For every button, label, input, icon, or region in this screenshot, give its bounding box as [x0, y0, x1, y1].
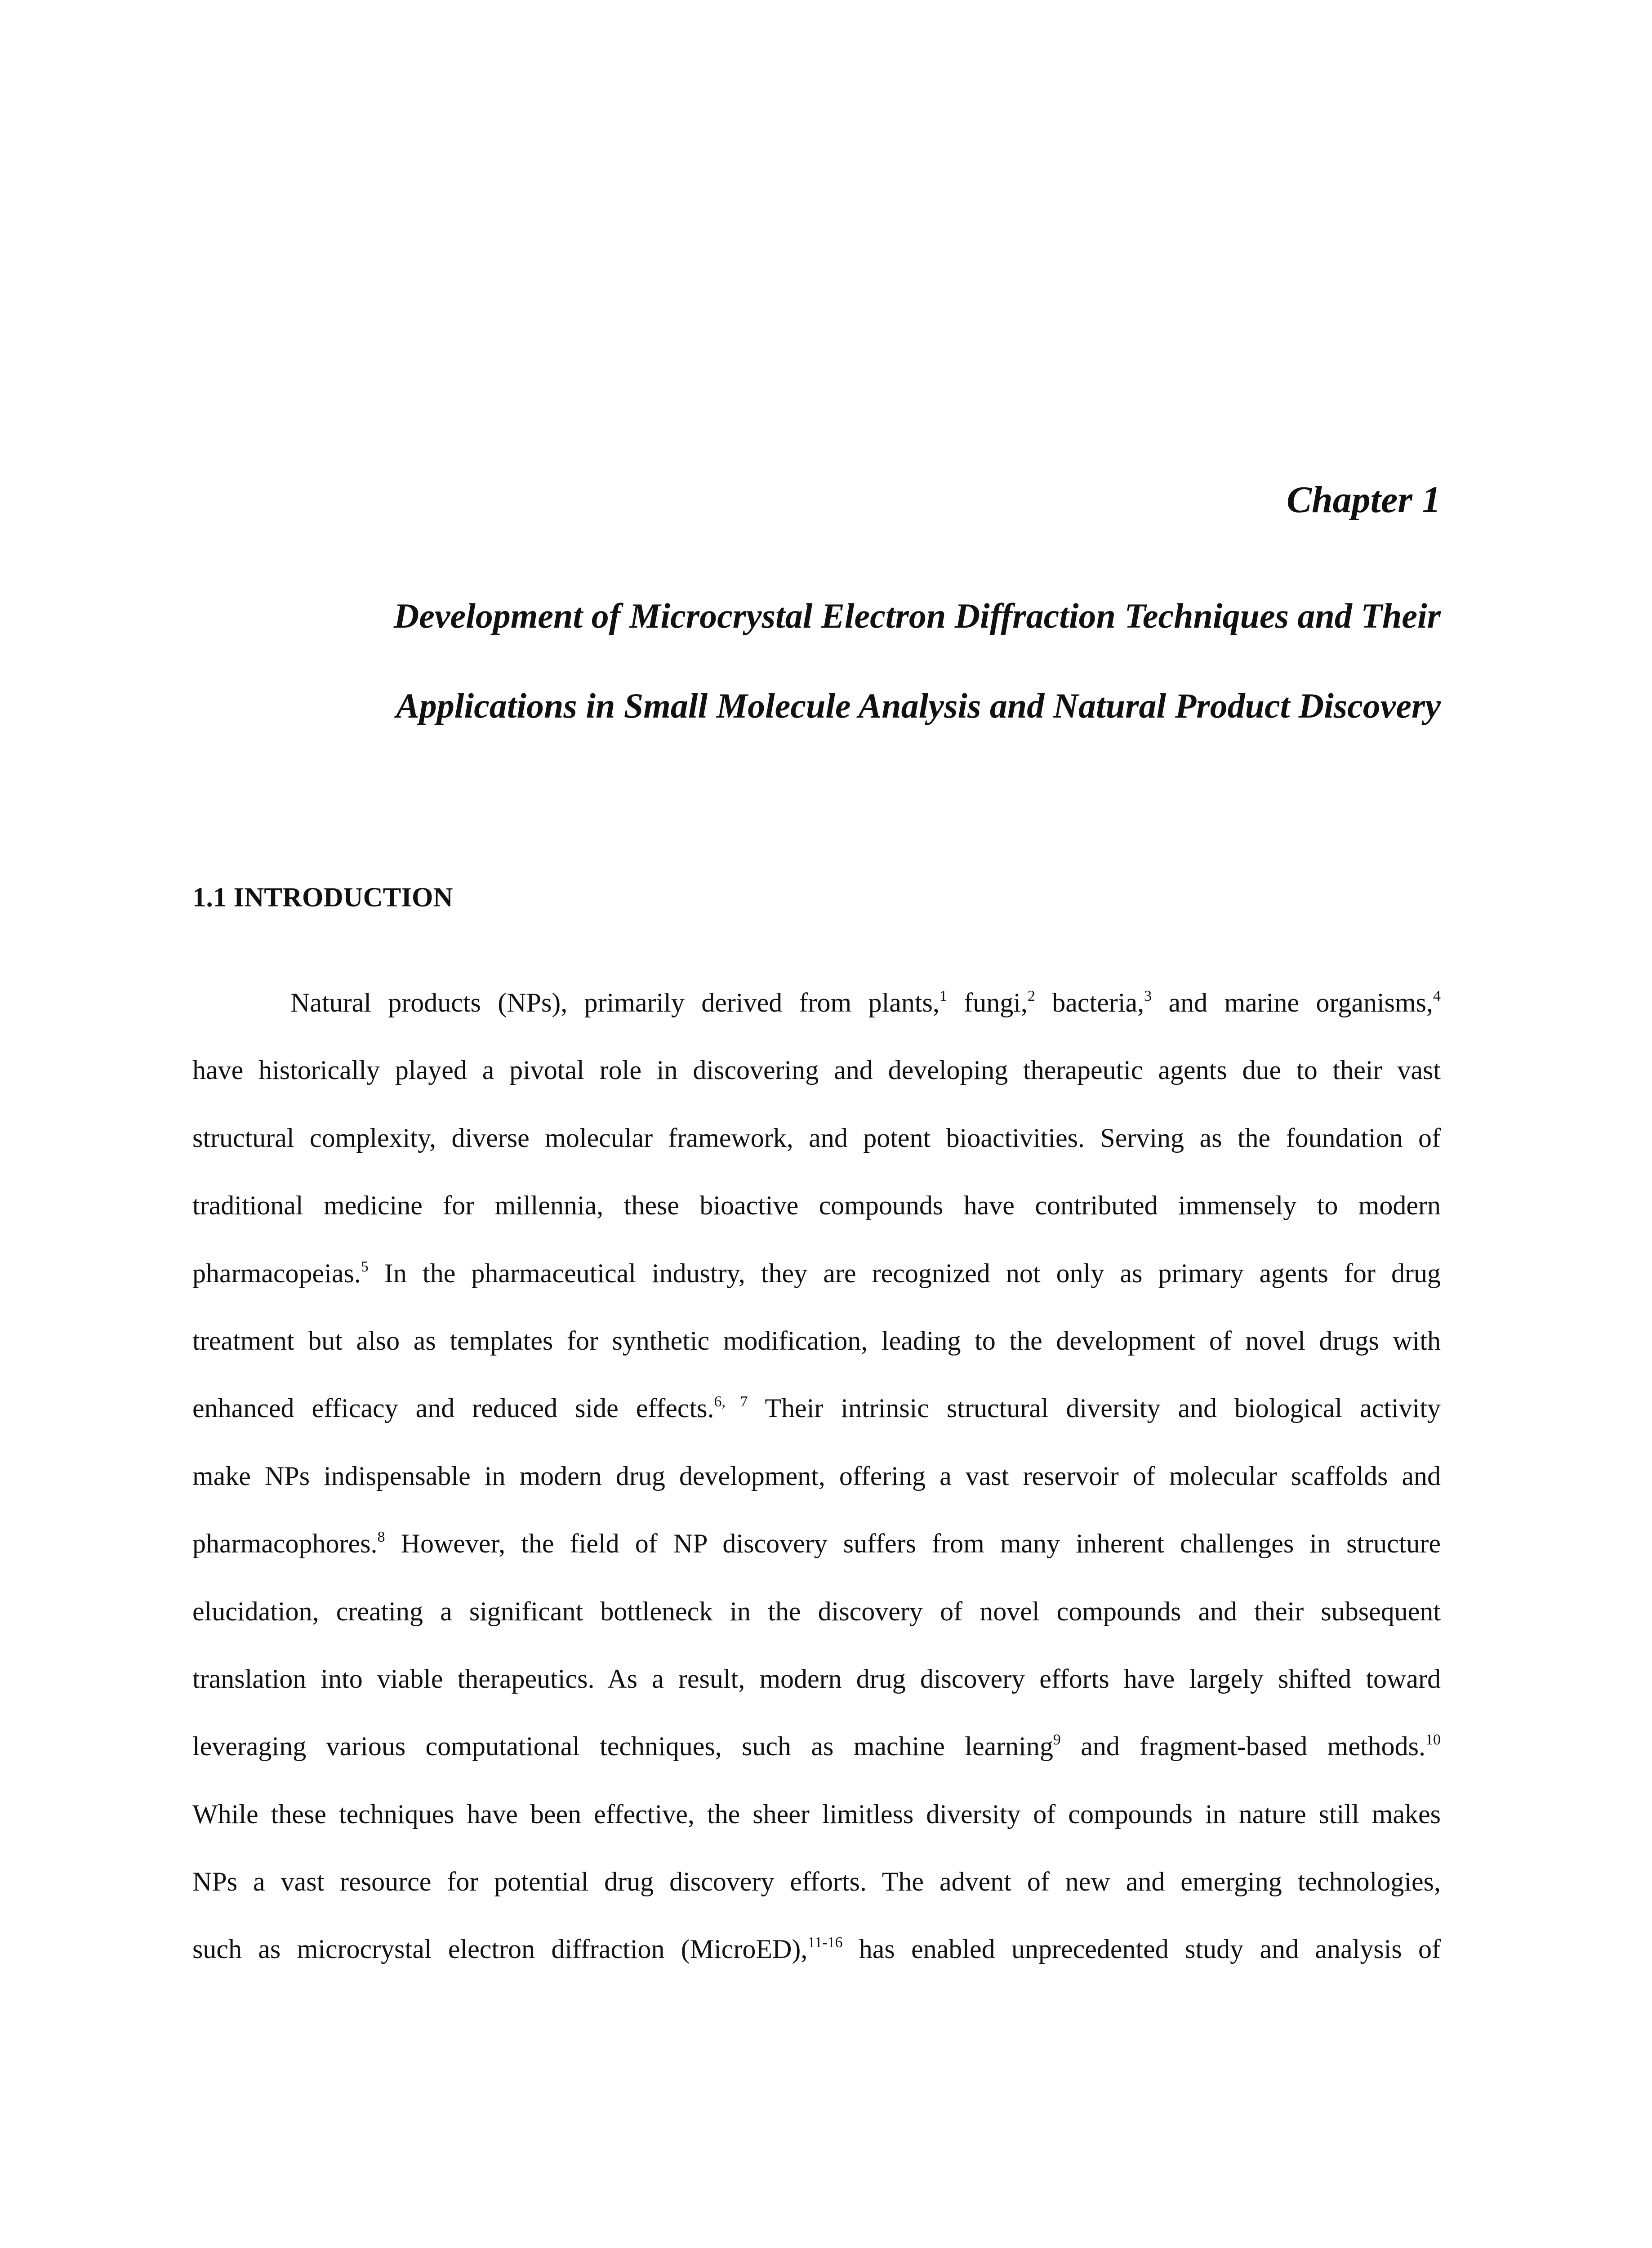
body-text-run: have historically played a pivotal role in discovering and developing therapeutic agents due to their vast — [192, 1055, 1441, 1085]
body-text-run: pharmacophores. — [192, 1529, 378, 1559]
body-line — [192, 1848, 1441, 1915]
body-line — [192, 1510, 1441, 1577]
body-line — [192, 1104, 1441, 1172]
body-text-run: In the pharmaceutical industry, they are recognized not only as primary agents for drug — [368, 1258, 1441, 1288]
citation-superscript: 9 — [1053, 1731, 1061, 1748]
body-line — [192, 1240, 1441, 1307]
citation-superscript: 8 — [377, 1529, 385, 1546]
body-line — [192, 1645, 1441, 1713]
body-text-run: structural complexity, diverse molecular framework, and potent bioactivities. Serving as the foundation of — [192, 1123, 1441, 1153]
body-line — [192, 1172, 1441, 1239]
body-text-run: elucidation, creating a significant bottleneck in the discovery of novel compounds and their subsequent — [192, 1596, 1441, 1626]
section-heading: 1.1 INTRODUCTION — [192, 883, 453, 913]
body-text-run: treatment but also as templates for synthetic modification, leading to the development of novel drugs with — [192, 1325, 1441, 1356]
chapter-title — [317, 571, 1441, 751]
body-text-run: bacteria, — [1035, 988, 1144, 1017]
body-line — [192, 1915, 1441, 1983]
body-text-run: pharmacopeias. — [192, 1258, 361, 1288]
body-line — [192, 1578, 1441, 1645]
body-text-run: Natural products (NPs), primarily derived from plants, — [290, 988, 940, 1017]
citation-superscript: 5 — [361, 1258, 369, 1275]
body-line — [192, 1442, 1441, 1510]
body-line — [192, 1713, 1441, 1780]
body-line — [192, 969, 1441, 1036]
body-text-run: and marine organisms, — [1152, 988, 1434, 1017]
citation-superscript: 2 — [1027, 988, 1035, 1004]
body-text-run: fungi, — [947, 988, 1028, 1017]
body-text-run: translation into viable therapeutics. As a result, modern drug discovery efforts have largely shifted toward — [192, 1664, 1441, 1694]
body-text-run: traditional medicine for millennia, these bioactive compounds have contributed immensely to modern — [192, 1191, 1441, 1221]
citation-superscript: 10 — [1425, 1731, 1441, 1748]
body-text-run: has enabled unprecedented study and analysis of — [842, 1934, 1441, 1964]
body-line — [192, 1307, 1441, 1374]
body-text-run: enhanced efficacy and reduced side effects. — [192, 1393, 714, 1423]
chapter-title-line: Applications in Small Molecule Analysis and Natural Product Discovery — [396, 686, 1441, 725]
body-text-run: and fragment-based methods. — [1060, 1731, 1425, 1762]
chapter-title-line: Development of Microcrystal Electron Diffraction Techniques and Their — [393, 596, 1441, 635]
chapter-label: Chapter 1 — [1286, 479, 1441, 521]
citation-superscript: 3 — [1144, 988, 1152, 1004]
body-text-run: such as microcrystal electron diffraction (MicroED), — [192, 1934, 808, 1964]
body-text-run: NPs a vast resource for potential drug discovery efforts. The advent of new and emerging technologies, — [192, 1867, 1441, 1897]
body-text-run: leveraging various computational techniques, such as machine learning — [192, 1731, 1053, 1762]
body-text-run: make NPs indispensable in modern drug development, offering a vast reservoir of molecular scaffolds and — [192, 1461, 1441, 1491]
body-text-run: Their intrinsic structural diversity and biological activity — [748, 1393, 1441, 1423]
body-text-run: While these techniques have been effective, the sheer limitless diversity of compounds in nature still makes — [192, 1799, 1441, 1829]
citation-superscript: 11-16 — [807, 1934, 843, 1951]
body-line — [192, 1780, 1441, 1848]
body-line — [192, 1036, 1441, 1104]
citation-superscript: 1 — [939, 988, 947, 1004]
body-text-run: However, the field of NP discovery suffers from many inherent challenges in structure — [385, 1529, 1441, 1559]
body-line — [192, 1374, 1441, 1442]
citation-superscript: 4 — [1433, 988, 1441, 1004]
body-paragraph — [192, 969, 1441, 1983]
citation-superscript: 6, 7 — [714, 1393, 748, 1410]
